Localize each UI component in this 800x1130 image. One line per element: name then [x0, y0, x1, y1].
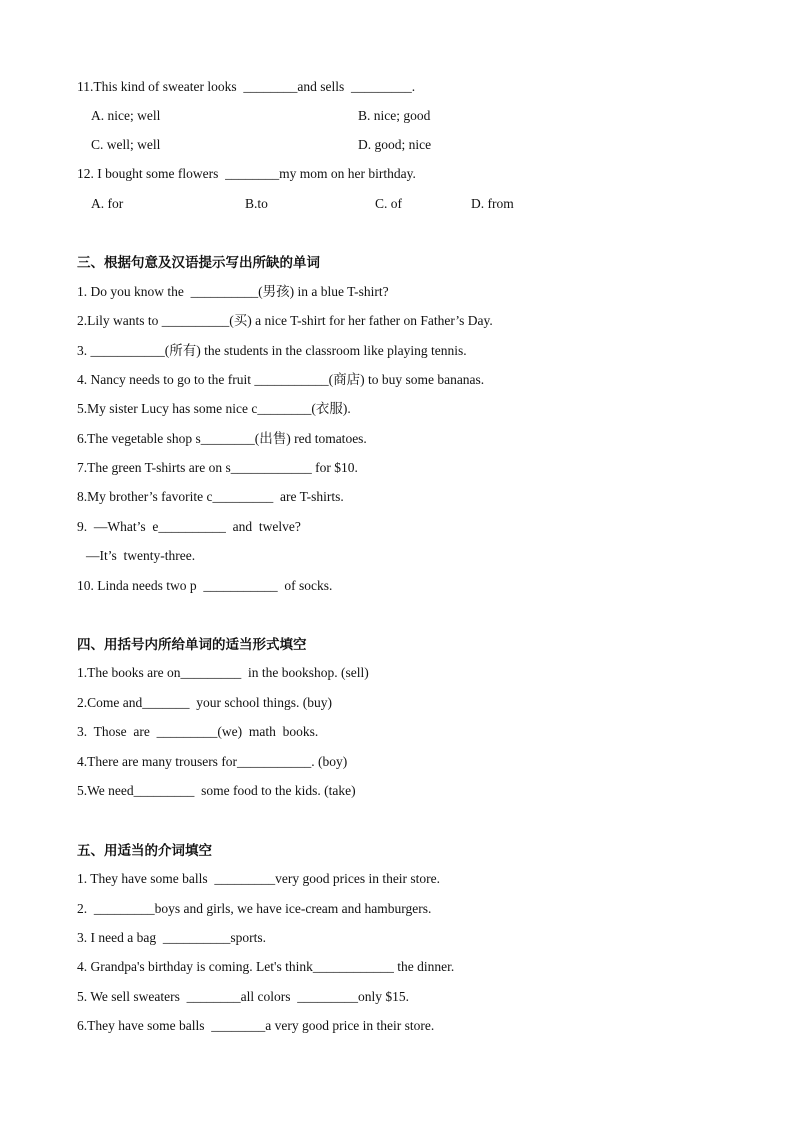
section-5-item: 3. I need a bag __________sports. — [77, 930, 266, 945]
section-3-item: 8.My brother’s favorite c_________ are T-shirts. — [77, 489, 344, 504]
section-3-item: 6.The vegetable shop s________(出售) red tomatoes. — [77, 431, 367, 446]
section-3-item: —It’s twenty-three. — [86, 548, 196, 563]
section-5-heading: 五、用适当的介词填空 — [77, 843, 212, 859]
section-4-item: 1.The books are on_________ in the bookshop. (sell) — [77, 665, 369, 680]
q12-option-a: A. for — [91, 196, 124, 211]
section-5-item: 6.They have some balls ________a very good price in their store. — [77, 1018, 435, 1033]
section-4-item: 5.We need_________ some food to the kids. (take) — [77, 783, 356, 798]
section-4-item: 4.There are many trousers for___________. (boy) — [77, 754, 348, 769]
q12-option-d: D. from — [471, 196, 514, 211]
q11-option-d: D. good; nice — [358, 137, 432, 152]
q12-option-c: C. of — [375, 196, 402, 211]
section-4-item: 3. Those are _________(we) math books. — [77, 724, 319, 739]
section-3-item: 2.Lily wants to __________(买) a nice T-shirt for her father on Father’s Day. — [77, 313, 493, 328]
question-12: 12. I bought some flowers ________my mom on her birthday. — [77, 166, 416, 181]
section-3-item: 1. Do you know the __________(男孩) in a blue T-shirt? — [77, 284, 389, 299]
section-5-item: 1. They have some balls _________very good prices in their store. — [77, 871, 441, 886]
section-3-heading: 三、根据句意及汉语提示写出所缺的单词 — [77, 255, 320, 271]
q12-option-b: B.to — [245, 196, 268, 211]
section-5-item: 5. We sell sweaters ________all colors _________only $15. — [77, 989, 409, 1004]
section-4-heading: 四、用括号内所给单词的适当形式填空 — [77, 637, 307, 653]
section-3-item: 10. Linda needs two p ___________ of socks. — [77, 578, 333, 593]
q11-option-a: A. nice; well — [91, 108, 161, 123]
section-3-item: 9. —What’s e__________ and twelve? — [77, 519, 301, 534]
section-5-item: 2. _________boys and girls, we have ice-cream and hamburgers. — [77, 901, 432, 916]
section-4-item: 2.Come and_______ your school things. (buy) — [77, 695, 332, 710]
question-11: 11.This kind of sweater looks ________and sells _________. — [77, 79, 416, 94]
q11-option-b: B. nice; good — [358, 108, 431, 123]
section-3-item: 5.My sister Lucy has some nice c________(衣服). — [77, 401, 351, 416]
section-5-item: 4. Grandpa's birthday is coming. Let's think____________ the dinner. — [77, 959, 455, 974]
section-3-item: 4. Nancy needs to go to the fruit ___________(商店) to buy some bananas. — [77, 372, 485, 387]
section-3-item: 7.The green T-shirts are on s____________ for $10. — [77, 460, 358, 475]
q11-option-c: C. well; well — [91, 137, 161, 152]
section-3-item: 3. ___________(所有) the students in the classroom like playing tennis. — [77, 343, 467, 358]
